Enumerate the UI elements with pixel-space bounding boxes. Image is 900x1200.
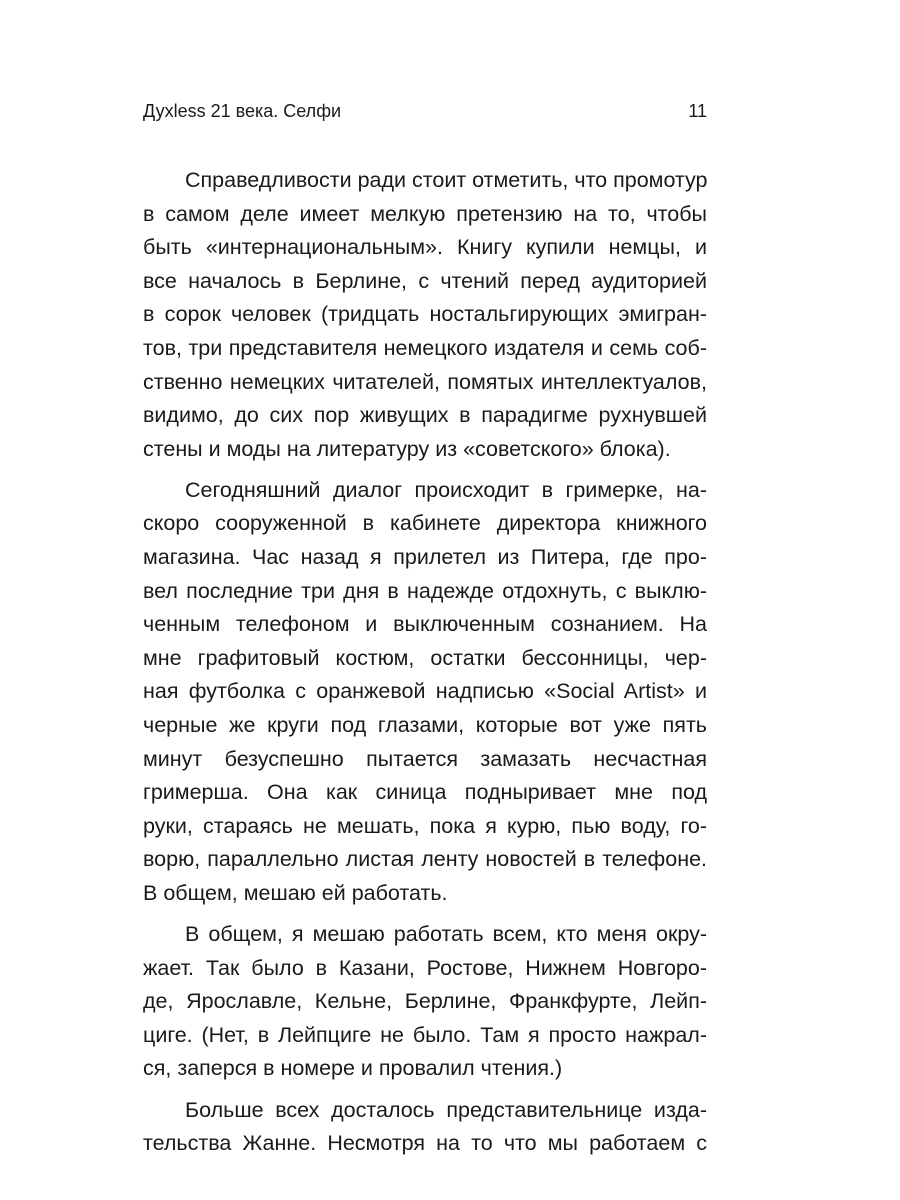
text-line: вел последние три дня в надежде отдохнуть, с выклю- [143, 578, 707, 603]
text-line: тельства Жанне. Несмотря на то что мы работаем с [143, 1131, 707, 1156]
text-line: циге. (Нет, в Лейпциге не было. Там я просто нажрал- [143, 1022, 707, 1047]
text-line: черные же круги под глазами, которые вот уже пять [143, 713, 707, 737]
text-line: в сорок человек (тридцать ностальгирующих эмигран- [143, 302, 707, 327]
text-line: минут безуспешно пытается замазать несчастная [143, 746, 707, 771]
text-line: в самом деле имеет мелкую претензию на то, чтобы [143, 201, 707, 226]
text-line: де, Ярославле, Кельне, Берлине, Франкфурте, Лейп- [143, 989, 707, 1014]
text-line: Справедливости ради стоит отметить, что промотур [185, 168, 708, 192]
paragraph [143, 918, 707, 1086]
text-line: жает. Так было в Казани, Ростове, Нижнем Новгоро- [143, 955, 707, 980]
text-line: В общем, я мешаю работать всем, кто меня окру- [185, 922, 707, 947]
body-text [143, 164, 707, 1161]
text-line: скоро сооруженной в кабинете директора книжного [143, 511, 707, 536]
text-line: все началось в Берлине, с чтений перед аудиторией [143, 268, 707, 293]
text-line: руки, стараясь не мешать, пока я курю, пью воду, го- [143, 813, 707, 838]
paragraph [143, 474, 707, 911]
text-line: мне графитовый костюм, остатки бессонницы, чер- [143, 645, 707, 670]
page-number: 11 [688, 101, 707, 121]
text-line: Сегодняшний диалог происходит в гримерке, на- [185, 477, 707, 502]
paragraph [143, 1094, 707, 1161]
text-line: быть «интернациональным». Книгу купили немцы, и [143, 235, 707, 260]
text-line: ная футболка с оранжевой надписью «Social Artist» и [143, 679, 707, 704]
text-line: стены и моды на литературу из «советского» блока). [143, 436, 671, 461]
text-line: Больше всех досталось представительнице изда- [185, 1097, 707, 1122]
running-title: Духless 21 века. Селфи [143, 101, 342, 121]
text-line: гримерша. Она как синица подныривает мне под [143, 780, 707, 805]
text-line: тов, три представителя немецкого издателя и семь соб- [143, 335, 707, 360]
text-line: ченным телефоном и выключенным сознанием. На [143, 612, 707, 637]
text-line: магазина. Час назад я прилетел из Питера, где про- [143, 545, 707, 570]
text-line: В общем, мешаю ей работать. [143, 880, 448, 905]
running-head [143, 98, 707, 124]
paragraph [143, 164, 707, 466]
text-line: видимо, до сих пор живущих в парадигме рухнувшей [143, 403, 707, 428]
text-line: ственно немецких читателей, помятых интеллектуалов, [143, 369, 707, 394]
text-line: ворю, параллельно листая ленту новостей в телефоне. [143, 847, 707, 872]
text-line: ся, заперся в номере и провалил чтения.) [143, 1056, 563, 1081]
